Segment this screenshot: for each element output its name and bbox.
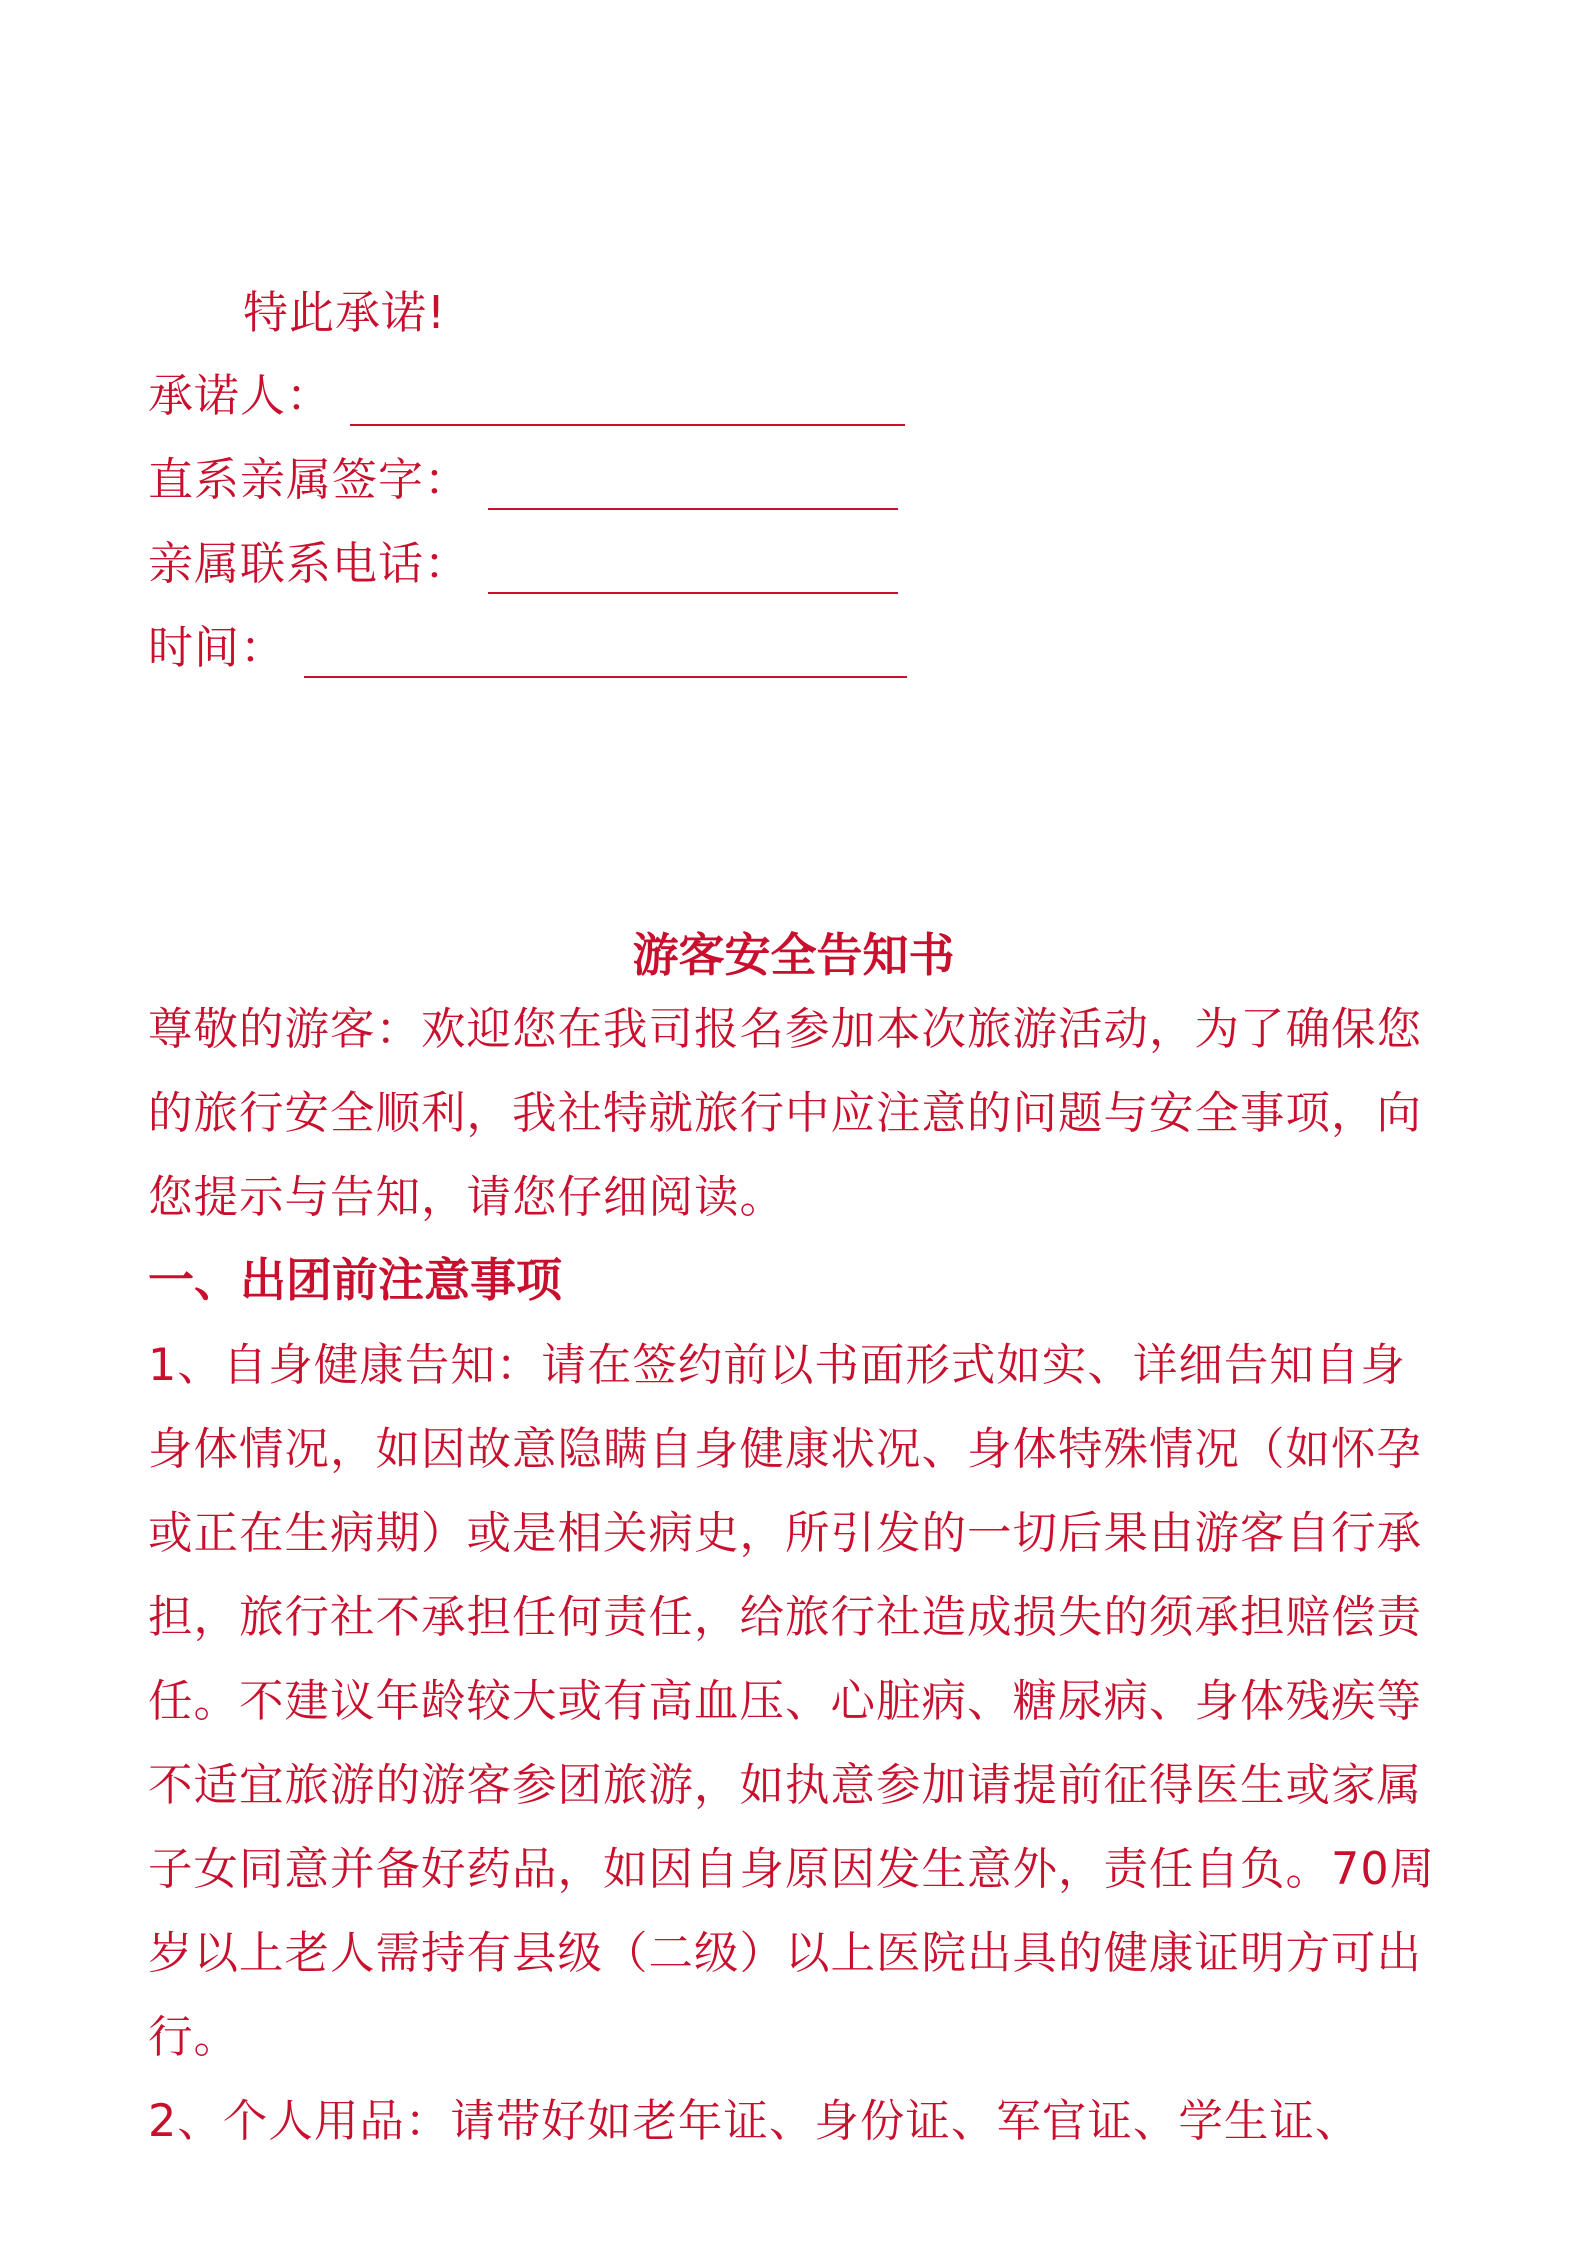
relative-signature-field (148, 450, 898, 510)
item-health-disclosure: 1、自身健康告知：请在签约前以书面形式如实、详细告知自身身体情况，如因故意隐瞒自身健康状况、身体特殊情况（如怀孕或正在生病期）或是相关病史，所引发的一切后果由游客自行承担，旅行社不承担任何责任，给旅行社造成损失的须承担赔偿责任。不建议年龄较大或有高血压、心脏病、糖尿病、身体残疾等不适宜旅游的游客参团旅游，如执意参加请提前征得医生或家属子女同意并备好药品，如因自身原因发生意外，责任自负。70周岁以上老人需持有县级（二级）以上医院出具的健康证明方可出行。 (148, 1340, 1436, 2063)
date-field (148, 618, 907, 678)
relative-phone-line[interactable] (488, 546, 898, 594)
section-heading-pre-departure: 一、出团前注意事项 (148, 1253, 562, 1307)
notice-intro: 尊敬的游客：欢迎您在我司报名参加本次旅游活动，为了确保您的旅行安全顺利，我社特就旅行中应注意的问题与安全事项，向您提示与告知，请您仔细阅读。 (148, 1004, 1423, 1223)
relative-signature-line[interactable] (488, 462, 898, 510)
pledge-closing: 特此承诺! (243, 286, 447, 339)
relative-signature-label: 直系亲属签字： (148, 453, 471, 506)
date-signature-line[interactable] (304, 630, 907, 678)
promisor-signature-line[interactable] (350, 378, 905, 426)
item-personal-items: 2、个人用品：请带好如老年证、身份证、军官证、学生证、 (148, 2096, 1361, 2147)
promisor-label: 承诺人： (148, 369, 333, 422)
relative-phone-field (148, 534, 898, 594)
promisor-field (148, 366, 905, 426)
notice-title: 游客安全告知书 (632, 928, 955, 982)
date-label: 时间： (148, 621, 287, 674)
relative-phone-label: 亲属联系电话： (148, 537, 471, 590)
